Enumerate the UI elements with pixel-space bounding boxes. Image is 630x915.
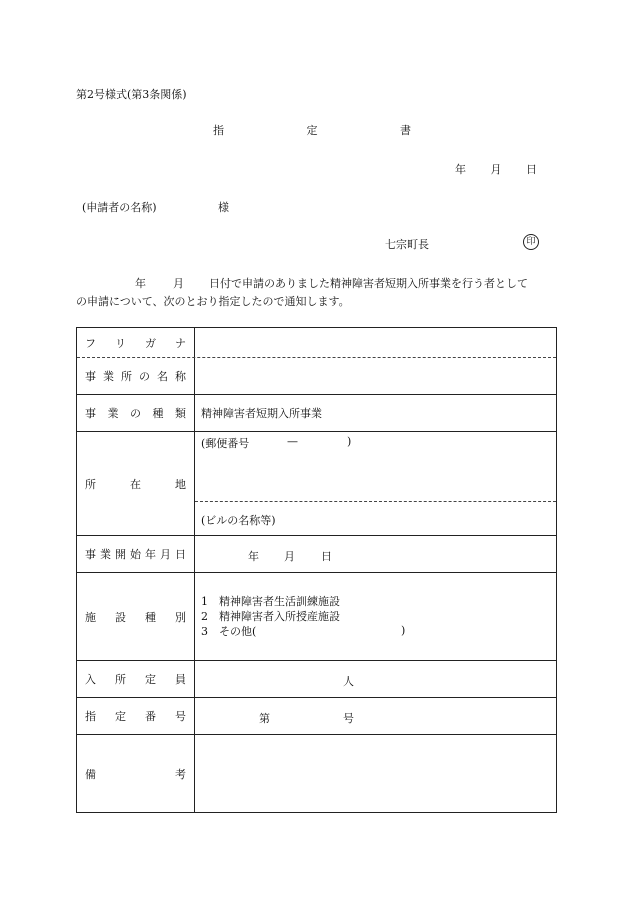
facility-option[interactable]: 3 その他( — [201, 625, 257, 638]
label-char: 定 — [145, 673, 156, 686]
label-char: 月 — [160, 548, 171, 561]
designation-prefix: 第 — [259, 712, 270, 725]
label-char: 施 — [85, 610, 96, 624]
issue-date — [455, 161, 537, 177]
issuer-name: 七宗町長 — [385, 238, 429, 251]
label-business-type — [77, 395, 195, 431]
label-char: 別 — [175, 610, 186, 624]
row-business-type — [77, 394, 556, 431]
start-month: 月 — [284, 550, 295, 563]
label-char: 入 — [85, 673, 96, 686]
label-char: 始 — [130, 548, 141, 561]
label-char: 所 — [121, 370, 132, 383]
building-area[interactable] — [195, 501, 556, 535]
row-capacity — [77, 660, 556, 697]
value-office-name[interactable] — [195, 358, 556, 394]
postal-area[interactable] — [195, 432, 556, 501]
month-char: 月 — [490, 163, 502, 176]
start-year: 年 — [248, 550, 259, 563]
seal-icon: 印 — [523, 234, 539, 250]
building-label: (ビルの名称等) — [201, 514, 276, 527]
label-char: 指 — [85, 710, 96, 723]
seal-mark — [523, 234, 539, 250]
year-char: 年 — [455, 163, 466, 176]
postal-close: ) — [347, 435, 352, 448]
label-capacity — [77, 661, 195, 697]
body-month: 月 — [173, 277, 184, 290]
label-char: 在 — [130, 477, 141, 491]
facility-option[interactable]: 2 精神障害者入所授産施設 — [201, 610, 340, 623]
row-location — [77, 431, 556, 535]
label-char: の — [130, 407, 141, 420]
label-char: 業 — [103, 370, 114, 383]
label-char: フ — [85, 336, 96, 350]
label-start-date — [77, 536, 195, 572]
label-text — [85, 766, 186, 782]
label-char: の — [139, 370, 150, 383]
label-char: 開 — [115, 548, 126, 561]
label-char: 類 — [175, 407, 186, 420]
label-char: 号 — [175, 710, 186, 723]
row-designation-number — [77, 697, 556, 734]
applicant-suffix: 様 — [218, 201, 229, 214]
value-furigana[interactable] — [195, 328, 556, 357]
label-text — [85, 671, 186, 687]
body-line2: の申請について、次のとおり指定したので通知します。 — [76, 295, 350, 308]
label-char: リ — [115, 336, 126, 350]
row-start-date — [77, 535, 556, 572]
label-char: 称 — [175, 370, 186, 383]
label-text — [85, 405, 186, 421]
postal-dash: — — [287, 435, 298, 448]
label-text — [85, 546, 186, 562]
label-text — [85, 708, 186, 724]
postal-label: (郵便番号 — [201, 437, 250, 450]
label-office-name — [77, 358, 195, 394]
value-capacity[interactable] — [195, 661, 556, 697]
label-char: 業 — [107, 407, 119, 420]
label-designation-number — [77, 698, 195, 734]
facility-option[interactable]: 1 精神障害者生活訓練施設 — [201, 595, 340, 608]
label-text — [85, 476, 186, 492]
label-char: ナ — [175, 336, 186, 350]
label-char: 番 — [145, 710, 156, 723]
body-line1: 日付で申請のありました精神障害者短期入所事業を行う者として — [209, 277, 528, 290]
label-location — [77, 432, 195, 535]
title-char: 定 — [306, 124, 318, 137]
label-char: 定 — [115, 710, 126, 723]
facility-options — [201, 594, 340, 639]
label-char: 備 — [85, 767, 96, 781]
label-char: 年 — [145, 548, 156, 561]
label-char: 事 — [85, 407, 96, 420]
designation-table — [76, 327, 557, 813]
label-char: ガ — [145, 336, 156, 350]
row-furigana — [77, 328, 556, 357]
title-char: 書 — [400, 124, 411, 137]
label-char: 設 — [115, 610, 126, 624]
document-title — [213, 122, 411, 138]
start-day: 日 — [321, 550, 332, 563]
business-type-text: 精神障害者短期入所事業 — [201, 407, 322, 420]
applicant-label: (申請者の名称) — [82, 201, 157, 214]
row-remarks — [77, 734, 556, 812]
body-year: 年 — [135, 277, 146, 290]
label-char: 考 — [175, 767, 186, 781]
form-number: 第2号様式(第3条関係) — [76, 88, 187, 101]
label-char: 業 — [100, 548, 111, 561]
value-location — [195, 432, 556, 535]
label-facility-type — [77, 573, 195, 660]
row-office-name — [77, 357, 556, 394]
label-char: 所 — [85, 477, 96, 491]
label-char: 地 — [175, 477, 186, 491]
row-facility-type — [77, 572, 556, 660]
value-start-date[interactable] — [195, 536, 556, 572]
capacity-unit: 人 — [343, 675, 354, 688]
value-remarks[interactable] — [195, 735, 556, 812]
label-char: 事 — [85, 548, 96, 561]
title-char: 指 — [213, 124, 224, 137]
facility-other-close: ) — [401, 624, 406, 637]
value-designation-number[interactable] — [195, 698, 556, 734]
value-business-type — [195, 395, 556, 431]
label-furigana — [77, 328, 195, 357]
designation-suffix: 号 — [343, 712, 354, 725]
label-text — [85, 368, 186, 384]
label-char: 名 — [157, 370, 168, 383]
label-text — [85, 335, 186, 351]
label-char: 日 — [175, 548, 186, 561]
day-char: 日 — [526, 163, 537, 176]
value-facility-type — [195, 573, 556, 660]
label-char: 員 — [175, 673, 186, 686]
label-char: 種 — [145, 610, 156, 624]
label-text — [85, 609, 186, 625]
label-remarks — [77, 735, 195, 812]
label-char: 種 — [152, 407, 164, 420]
label-char: 所 — [115, 673, 126, 686]
label-char: 事 — [85, 370, 96, 383]
